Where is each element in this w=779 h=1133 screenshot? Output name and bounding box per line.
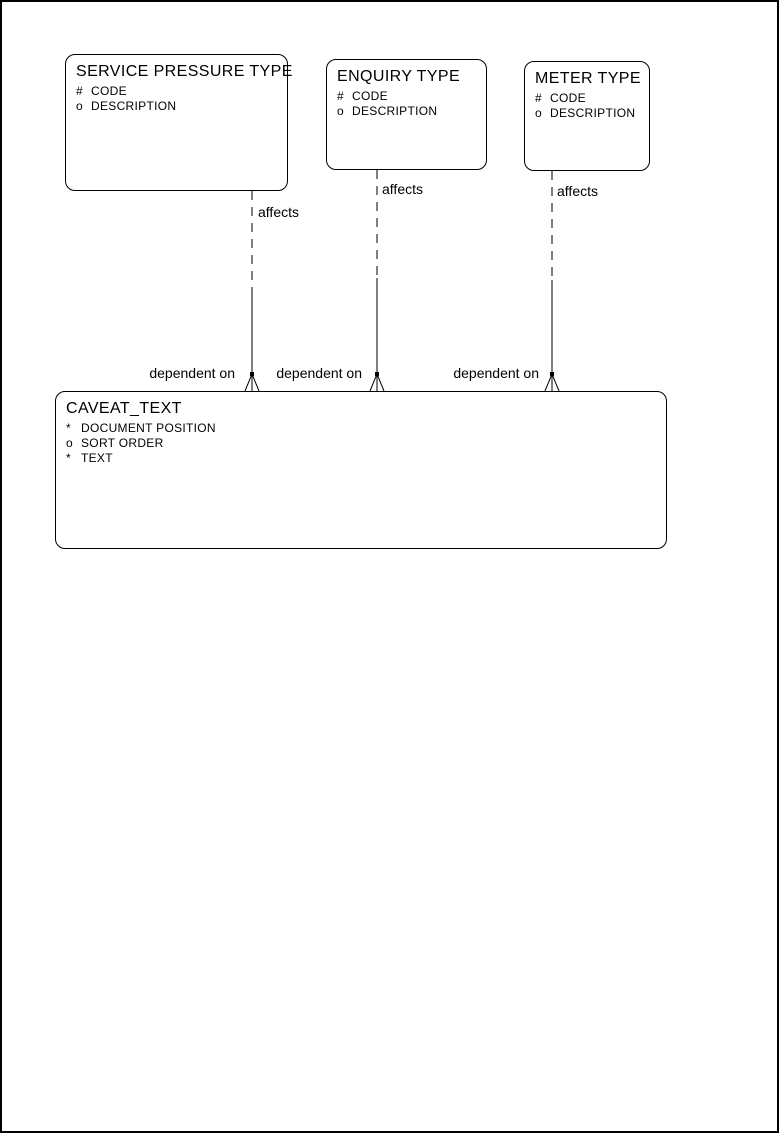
crowsfoot-icon — [545, 372, 559, 391]
entity-meter-type[interactable] — [524, 61, 650, 171]
entity-caveat-text[interactable] — [55, 391, 667, 549]
attribute-row — [337, 104, 482, 119]
attr-label: CODE — [550, 91, 586, 105]
attr-marker-required-icon: * — [66, 421, 71, 435]
relationship-label-dependent-on: dependent on — [453, 365, 539, 381]
entity-title: SERVICE PRESSURE TYPE — [76, 63, 293, 80]
entity-title: ENQUIRY TYPE — [337, 68, 461, 85]
entity-enquiry-type[interactable] — [326, 59, 487, 170]
crowsfoot-icon — [370, 372, 384, 391]
attr-label: TEXT — [81, 451, 113, 465]
attr-marker-required-icon: # — [337, 89, 344, 103]
attribute-row — [535, 106, 645, 121]
attribute-row — [535, 91, 645, 106]
relationship-line-enquiry-type[interactable] — [370, 170, 384, 391]
relationship-line-meter-type[interactable] — [545, 171, 559, 391]
relationship-label-affects: affects — [557, 183, 598, 199]
attr-marker-required-icon: # — [76, 84, 83, 98]
relationship-label-dependent-on: dependent on — [149, 365, 235, 381]
relationship-label-affects: affects — [258, 204, 299, 220]
attribute-row — [76, 99, 283, 114]
attr-label: DOCUMENT POSITION — [81, 421, 216, 435]
attr-marker-required-icon: # — [535, 91, 542, 105]
entity-title: METER TYPE — [535, 70, 641, 87]
attribute-row — [66, 451, 662, 466]
attr-label: CODE — [91, 84, 127, 98]
relationship-label-dependent-on: dependent on — [276, 365, 362, 381]
attribute-row — [337, 89, 482, 104]
attr-label: SORT ORDER — [81, 436, 164, 450]
attribute-row — [76, 84, 283, 99]
attr-label: DESCRIPTION — [352, 104, 438, 118]
attr-label: DESCRIPTION — [91, 99, 177, 113]
attr-marker-optional-icon: o — [66, 436, 73, 450]
relationship-line-service-pressure-type[interactable] — [245, 191, 259, 391]
entity-service-pressure-type[interactable] — [65, 54, 293, 191]
attr-marker-required-icon: * — [66, 451, 71, 465]
attr-label: CODE — [352, 89, 388, 103]
attr-marker-optional-icon: o — [76, 99, 83, 113]
attribute-row — [66, 421, 662, 436]
attr-marker-optional-icon: o — [535, 106, 542, 120]
entity-title: CAVEAT_TEXT — [66, 400, 182, 417]
attr-marker-optional-icon: o — [337, 104, 344, 118]
attribute-row — [66, 436, 662, 451]
crowsfoot-icon — [245, 372, 259, 391]
attr-label: DESCRIPTION — [550, 106, 636, 120]
relationship-label-affects: affects — [382, 181, 423, 197]
